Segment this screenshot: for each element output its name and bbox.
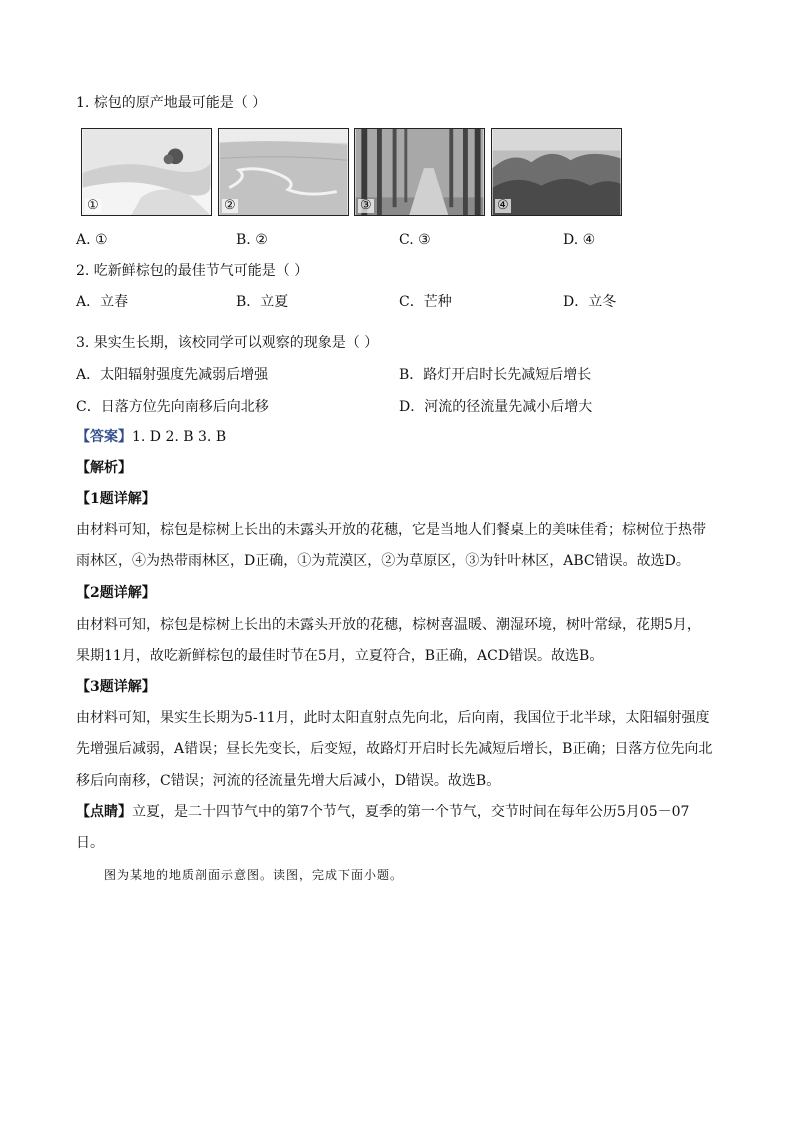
rainforest-image [492,129,621,215]
photo-desert [81,128,212,216]
note-line-1 [76,803,689,821]
detail-3-tag: 【3题详解】 [76,679,156,695]
photo-label-3: ③ [360,198,372,213]
q3-option-b: B．路灯开启时长先减短后增长 [399,367,592,383]
detail-3-line-1: 由材料可知，果实生长期为5-11月，此时太阳直射点先向北，后向南，我国位于北半球，太阳辐射强度 [76,710,710,726]
answer-tag: 【答案】 [76,429,132,445]
detail-2-tag: 【2题详解】 [76,585,156,601]
detail-1-tag: 【1题详解】 [76,491,156,507]
photo-label-1: ① [87,198,99,213]
q2-option-a: A．立春 [76,294,129,310]
q1-option-b: B. ② [236,232,268,248]
question-2-stem: 2. 吃新鲜棕包的最佳节气可能是（ ） [76,263,309,279]
detail-3-line-3: 移后向南移，C错误；河流的径流量先增大后减小，D错误。故选B。 [76,773,501,789]
q2-option-c: C．芒种 [399,294,452,310]
photo-rainforest [491,128,622,216]
question-3-stem: 3. 果实生长期，该校同学可以观察的现象是（ ） [76,335,379,351]
photo-coniferous-forest [354,128,485,216]
desert-image [82,129,211,215]
detail-2-line-2: 果期11月，故吃新鲜棕包的最佳时节在5月，立夏符合，B正确，ACD错误。故选B。 [76,648,604,664]
detail-1-line-2: 雨林区，④为热带雨林区，D正确，①为荒漠区，②为草原区，③为针叶林区，ABC错误。故选D。 [76,553,690,569]
detail-1-line-1: 由材料可知，棕包是棕树上长出的未露头开放的花穗，它是当地人们餐桌上的美味佳肴；棕树位于热带 [76,522,706,538]
photo-grassland [218,128,349,216]
answer-text: 1. D 2. B 3. B [132,429,227,445]
q3-option-d: D．河流的径流量先减小后增大 [399,399,593,415]
detail-2-line-1: 由材料可知，棕包是棕树上长出的未露头开放的花穗，棕树喜温暖、潮湿环境，树叶常绿，花期5月， [76,617,701,633]
forest-image [355,129,484,215]
detail-3-line-2: 先增强后减弱，A错误；昼长先变长，后变短，故路灯开启时长先减短后增长，B正确；日落方位先向北 [76,741,713,757]
analysis-tag: 【解析】 [76,460,132,476]
grassland-image [219,129,348,215]
q1-option-c: C. ③ [399,232,431,248]
note-tag: 【点睛】 [76,804,132,820]
question-1-stem: 1. 棕包的原产地最可能是（ ） [76,95,267,111]
q3-option-c: C．日落方位先向南移后向北移 [76,399,269,415]
q3-option-a: A．太阳辐射强度先减弱后增强 [76,367,269,383]
q1-option-a: A. ① [76,232,108,248]
answer-line [76,428,226,446]
photo-label-2: ② [224,198,236,213]
photo-label-4: ④ [497,198,509,213]
next-question-intro: 图为某地的地质剖面示意图。读图，完成下面小题。 [104,868,404,882]
note-line-2: 日。 [76,835,104,851]
q1-option-d: D. ④ [563,232,596,248]
q2-option-d: D．立冬 [563,294,617,310]
q2-option-b: B．立夏 [236,294,289,310]
note-text: 立夏，是二十四节气中的第7个节气，夏季的第一个节气，交节时间在每年公历5月05－07 [132,804,690,820]
